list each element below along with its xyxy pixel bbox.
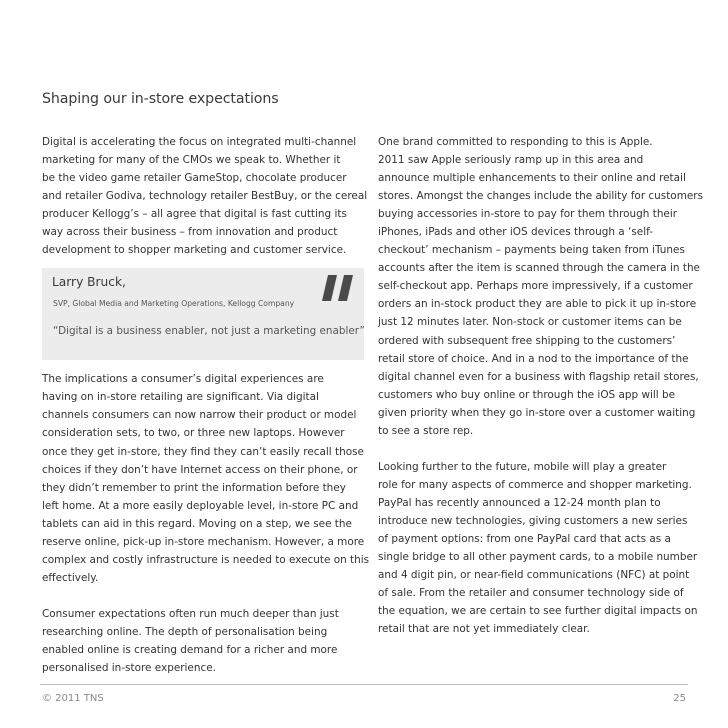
text-line: enabled online is creating demand for a richer and more: [42, 644, 338, 657]
right-column: [378, 133, 704, 638]
text-line: of sale. From the retailer and consumer technology side of: [378, 587, 684, 600]
apple-paragraph: [378, 133, 704, 440]
text-line: tablets can aid in this regard. Moving on a step, we see the: [42, 517, 352, 530]
text-line: buying accessories in-store to pay for them through their: [378, 208, 678, 221]
text-line: way across their business – from innovation and product: [42, 226, 338, 239]
text-line: introduce new technologies, giving customers a new series: [378, 514, 688, 527]
text-line: Digital is accelerating the focus on integrated multi-channel: [42, 136, 357, 148]
text-line: effectively.: [42, 571, 99, 584]
intro-paragraph: [42, 133, 368, 259]
quote-text: “Digital is a business enabler, not just a marketing enabler”: [53, 325, 365, 338]
text-line: retail that are not yet immediately clear.: [378, 623, 590, 636]
quote-author-role: SVP, Global Media and Marketing Operations, Kellogg Company: [53, 299, 295, 309]
text-line: once they get in-store, they find they can’t easily recall those: [42, 445, 364, 458]
text-line: 2011 saw Apple seriously ramp up in this area and: [378, 154, 644, 167]
quote-author-name: Larry Bruck,: [52, 275, 126, 290]
text-line: the equation, we are certain to see further digital impacts on: [378, 605, 698, 618]
text-line: iPhones, iPads and other iOS devices through a ‘self-: [378, 226, 653, 239]
text-line: researching online. The depth of personalisation being: [42, 625, 328, 638]
text-line: and retailer Godiva, technology retailer BestBuy, or the cereal: [42, 190, 368, 203]
text-line: retail store of choice. And in a nod to the importance of the: [378, 352, 689, 365]
text-line: reserve online, pick-up in-store mechanism. However, a more: [42, 535, 365, 548]
text-line: checkout’ mechanism – payments being taken from iTunes: [378, 244, 685, 257]
text-line: given priority when they go in-store over a customer waiting: [378, 406, 696, 419]
text-line: stores. Amongst the changes include the ability for customers: [378, 190, 704, 203]
text-line: and 4 digit pin, or near-field communications (NFC) at point: [378, 569, 690, 582]
text-line: The implications a consumer’s digital experiences are: [42, 373, 324, 386]
text-line: development to shopper marketing and customer service.: [42, 244, 347, 257]
text-line: personalised in-store experience.: [42, 662, 216, 675]
text-line: self-checkout app. Perhaps more impressively, if a customer: [378, 280, 693, 293]
text-line: having on in-store retailing are significant. Via digital: [42, 391, 319, 404]
page-title: Shaping our in-store expectations: [42, 91, 279, 107]
text-line: complex and costly infrastructure is needed to execute on this: [42, 553, 370, 566]
text-line: One brand committed to responding to this is Apple.: [378, 136, 653, 148]
text-line: ordered with subsequent free shipping to the customers’: [378, 334, 676, 347]
text-line: choices if they don’t have Internet access on their phone, or: [42, 463, 358, 476]
text-line: PayPal has recently announced a 12-24 month plan to: [378, 496, 661, 509]
text-line: left home. At a more easily deployable level, in-store PC and: [42, 499, 359, 512]
pull-quote-box: [42, 268, 364, 360]
text-line: digital channel even for a business with flagship retail stores,: [378, 370, 699, 383]
text-line: Looking further to the future, mobile will play a greater: [378, 460, 667, 473]
future-paragraph: [378, 458, 698, 638]
text-line: be the video game retailer GameStop, chocolate producer: [42, 172, 347, 185]
implications-paragraph: [42, 370, 370, 587]
text-line: channels consumers can now narrow their product or model: [42, 409, 357, 422]
text-line: Consumer expectations often run much deeper than just: [42, 607, 339, 620]
text-line: just 12 minutes later. Non-stock or customer items can be: [378, 316, 682, 329]
text-line: accounts after the item is scanned through the camera in the: [378, 262, 700, 275]
expectations-paragraph: [42, 605, 364, 677]
text-line: customers who buy online or through the iOS app will be: [378, 388, 676, 401]
text-line: announce multiple enhancements to their online and retail: [378, 172, 686, 185]
text-line: consideration sets, to two, or three new laptops. However: [42, 427, 345, 440]
text-line: to see a store rep.: [378, 424, 474, 437]
text-line: orders an in-stock product they are able to pick it up in-store: [378, 298, 697, 311]
text-line: they didn’t remember to print the information before they: [42, 481, 346, 494]
quotation-mark-icon: [322, 275, 356, 301]
text-line: producer Kellogg’s – all agree that digital is fast cutting its: [42, 208, 347, 221]
footer-divider: [40, 684, 688, 685]
left-column: [42, 133, 370, 677]
footer-copyright: © 2011 TNS: [42, 693, 104, 704]
text-line: single bridge to all other payment cards, to a mobile number: [378, 551, 698, 564]
text-line: marketing for many of the CMOs we speak to. Whether it: [42, 154, 341, 167]
page-number: 25: [673, 693, 686, 704]
text-line: role for many aspects of commerce and shopper marketing.: [378, 478, 692, 491]
text-line: of payment options: from one PayPal card that acts as a: [378, 533, 671, 546]
